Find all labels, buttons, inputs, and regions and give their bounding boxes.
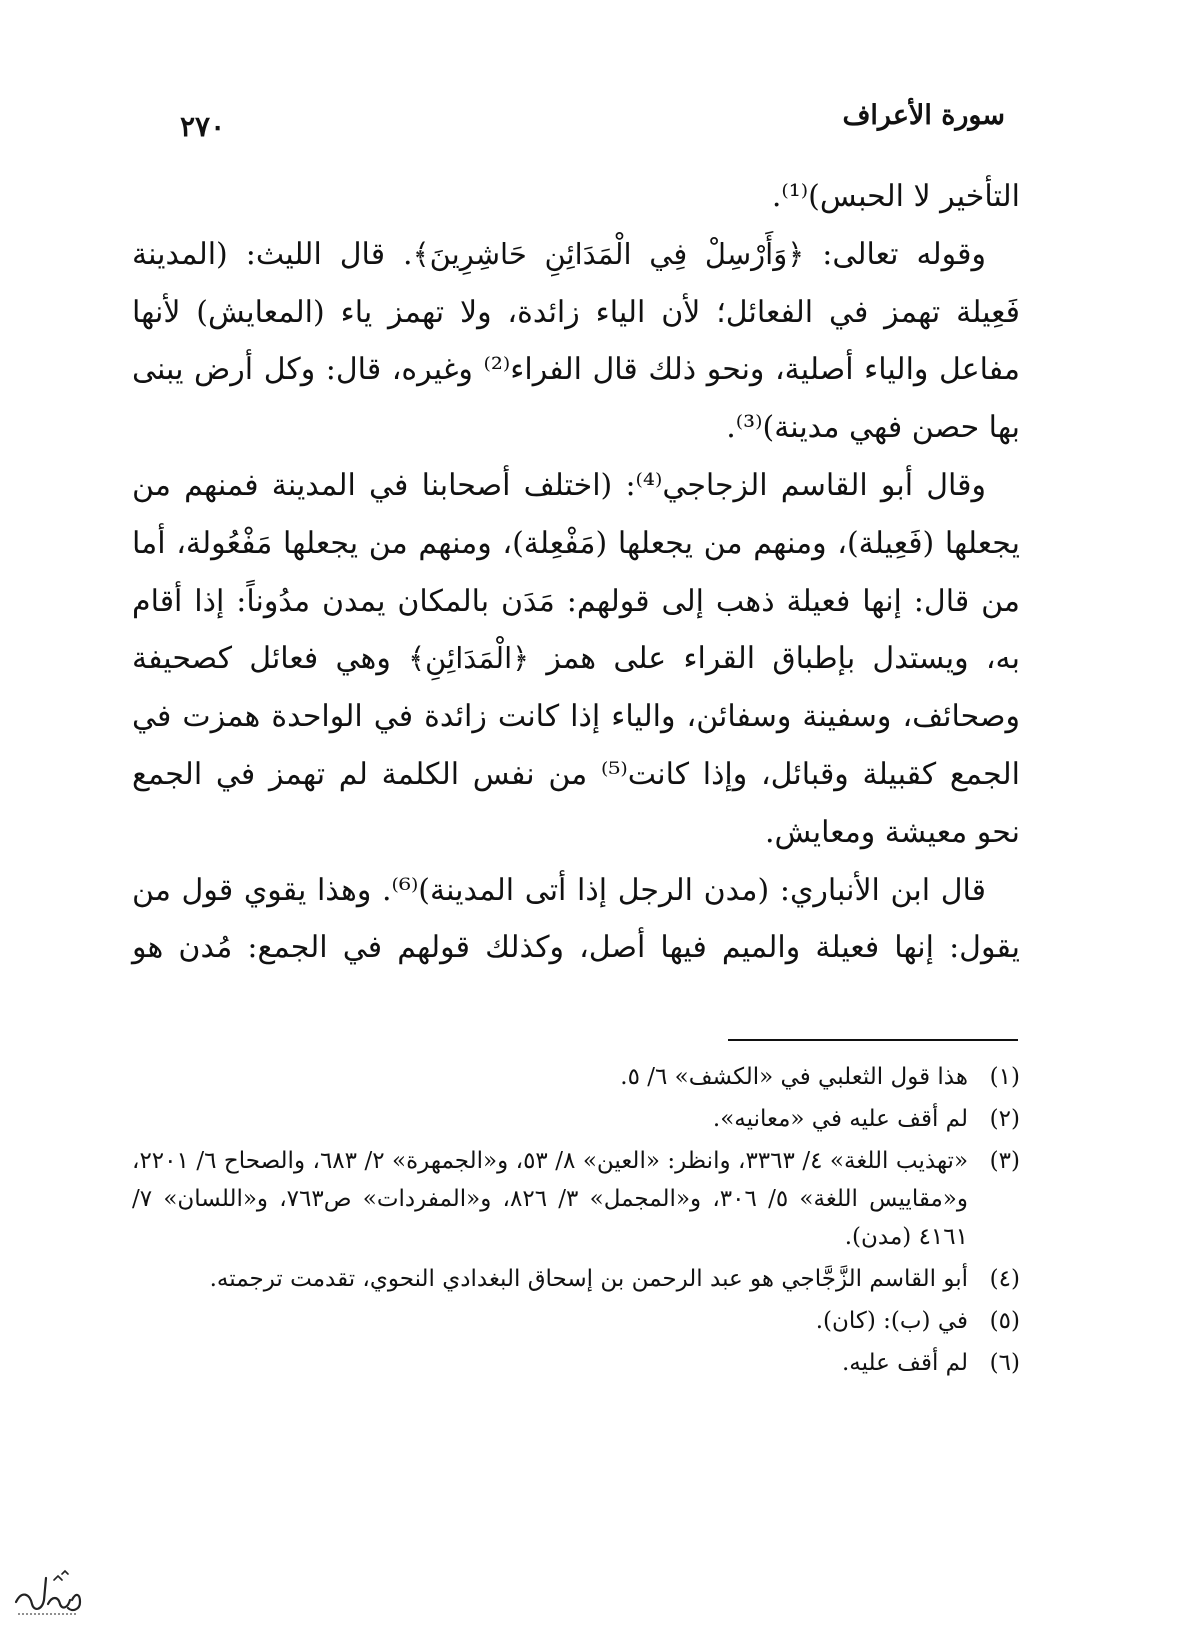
page-header xyxy=(180,100,1005,146)
paragraph-3-rest: وهي فعائل كصحيفة وصحائف، وسفينة وسفائن، والياء إذا كانت زائدة في الواحدة همزت في الجمع كقبيلة وقبائل، وإذا كانت⁽⁵⁾ من نفس الكلمة لم تهمز في الجمع نحو معيشة ومعايش. xyxy=(132,641,1020,850)
paragraph-3-intro: وقال أبو القاسم الزجاجي⁽⁴⁾: (اختلف أصحابنا في المدينة فمنهم من يجعلها (فَعِيلة)، ومنهم من يجعلها (مَفْعِلة)، ومنهم من يجعلها مَفْعُولة، أما من قال: إنها فعيلة ذهب إلى قولهم: مَدَن بالمكان يمدن مدُوناً: إذا أقام به، ويستدل بإطباق القراء على همز xyxy=(132,467,1020,677)
footnote-number: (٦) xyxy=(989,1350,1020,1376)
footnote-number: (١) xyxy=(989,1064,1020,1090)
main-text xyxy=(132,168,1020,977)
paragraph-1 xyxy=(132,168,1020,226)
footnote-text: هذا قول الثعلبي في «الكشف» ٦/ ٥. xyxy=(620,1064,968,1090)
footnote-number: (٥) xyxy=(989,1308,1020,1334)
paragraph-3 xyxy=(132,457,1020,862)
paragraph-2 xyxy=(132,226,1020,457)
footnote-text: لم أقف عليه. xyxy=(841,1350,968,1376)
footnote-number: (٢) xyxy=(989,1106,1020,1132)
quran-verse-2: ﴿الْمَدَائِنِ﴾ xyxy=(408,641,530,676)
paragraph-4-text: قال ابن الأنباري: (مدن الرجل إذا أتى المدينة)⁽⁶⁾. وهذا يقوي قول من يقول: إنها فعيلة والميم فيها أصل، وكذلك قولهم في الجمع: مُدن هو xyxy=(132,872,1020,966)
footnote-text: في (ب): (كان). xyxy=(815,1308,968,1334)
footnote-text: لم أقف عليه في «معانيه». xyxy=(712,1106,968,1132)
footnote-text: «تهذيب اللغة» ٤/ ٣٣٦٣، وانظر: «العين» ٨/ ٥٣، و«الجمهرة» ٢/ ٦٨٣، والصحاح ٦/ ٢٢٠١، و«مقاييس اللغة» ٥/ ٣٠٦، و«المجمل» ٣/ ٨٢٦، و«المفردات» ص٧٦٣، و«اللسان» ٧/ ٤١٦١ (مدن). xyxy=(132,1148,969,1250)
paragraph-2-rest: . قال الليث: (المدينة فَعِيلة تهمز في الفعائل؛ لأن الياء زائدة، ولا تهمز ياء (المعايش) لأنها مفاعل والياء أصلية، ونحو ذلك قال الفراء⁽²⁾ وغيره، قال: وكل أرض يبنى بها حصن فهي مدينة)⁽³⁾. xyxy=(132,236,1020,446)
paragraph-4 xyxy=(132,862,1020,978)
running-title: سورة الأعراف xyxy=(842,100,1005,131)
footnote-number: (٤) xyxy=(989,1266,1020,1292)
quran-verse-1: ﴿وَأَرْسِلْ فِي الْمَدَائِنِ حَاشِرِينَ﴾ xyxy=(412,236,805,271)
footnote-5 xyxy=(132,1302,1020,1340)
publisher-stamp-icon xyxy=(8,1560,86,1620)
footnote-4 xyxy=(132,1260,1020,1298)
footnote-6 xyxy=(132,1344,1020,1382)
paragraph-1-text: التأخير لا الحبس)⁽¹⁾. xyxy=(771,179,1020,214)
footnote-1 xyxy=(132,1058,1020,1096)
footnote-2 xyxy=(132,1100,1020,1138)
paragraph-2-intro: وقوله تعالى: xyxy=(804,236,986,272)
footnote-text: أبو القاسم الزَّجَّاجي هو عبد الرحمن بن إسحاق البغدادي النحوي، تقدمت ترجمته. xyxy=(209,1266,968,1292)
footnote-3 xyxy=(132,1142,1020,1256)
page-number: ٢٧٠ xyxy=(180,110,226,143)
footnotes xyxy=(132,1058,1020,1386)
footnote-separator xyxy=(728,1039,1018,1041)
footnote-number: (٣) xyxy=(989,1148,1020,1174)
